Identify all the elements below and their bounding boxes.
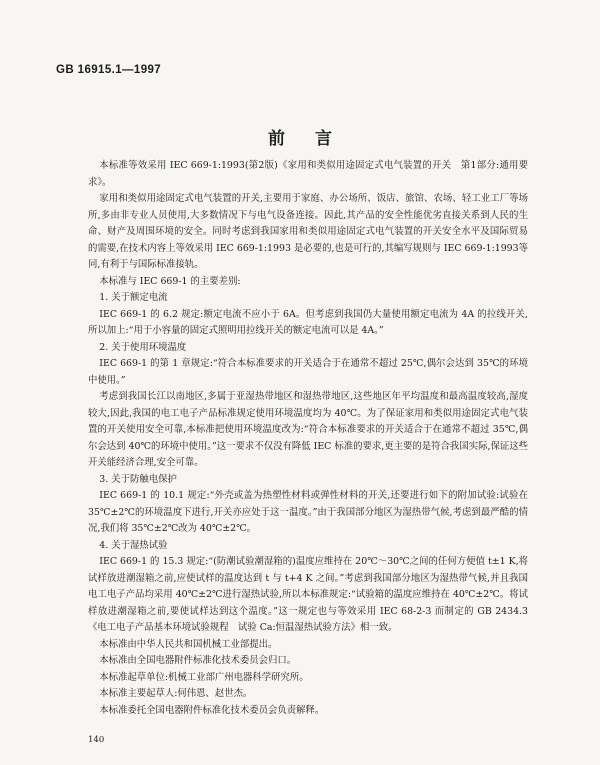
- page-title: 前言: [268, 129, 362, 149]
- paragraph-differences-heading: 本标准与 IEC 669-1 的主要差别:: [99, 275, 241, 287]
- page-number: 140: [88, 735, 105, 745]
- paragraph-humidity-test: IEC 669-1 的 15.3 规定:“(防潮试验潮湿箱的)温度应维持在 20℃～30℃之间的任何方便值 t±1 K,将试样放进潮湿箱之前,应使试样的温度达到 t 与 t+4 K 之间。”考虑到我国部分地区为湿热带气候,并且我国电工电子产品均采用 40℃±2℃进行湿热试验,所以本标准规定:“试验箱的温度应维持在 40℃±2℃。将试样放进潮湿箱之前,要使试样达到这个温度。”这一规定也与等效采用 IEC 68-2-3 而制定的 GB 2434.3《电工电子产品基本环境试验规程 试验 Ca:恒温湿热试验方法》相一致。: [88, 556, 528, 633]
- paragraph-drafters: 本标准主要起草人:何伟恩、赵世杰。: [99, 688, 253, 699]
- paragraph-proposer: 本标准由中华人民共和国机械工业部提出。: [99, 638, 278, 650]
- paragraph-rated-current: IEC 669-1 的 6.2 规定:额定电流不应小于 6A。但考虑到我国仍大量使用额定电流为 4A 的拉线开关,所以加上:“用于小容量的固定式照明用拉线开关的额定电流可以是 4A。”: [88, 308, 528, 336]
- paragraph-drafting-unit: 本标准起草单位:机械工业部广州电器科学研究所。: [99, 671, 309, 683]
- standard-code: GB 16915.1—1997: [56, 64, 162, 76]
- paragraph-intro: 本标准等效采用 IEC 669-1:1993(第2版)《家用和类似用途固定式电气装置的开关 第1部分:通用要求》。: [88, 160, 528, 188]
- section-heading-rated-current: 1. 关于额定电流: [99, 292, 168, 303]
- paragraph-rationale: 家用和类似用途固定式电气装置的开关,主要用于家庭、办公场所、饭店、旅馆、农场、轻工业工厂等场所,多由非专业人员使用,大多数情况下与电气设备连接。因此,其产品的安全性能优劣直接关系到人民的生命、财产及周围环境的安全。同时考虑到我国家用和类似用途固定式电气装置的开关安全水平及国际贸易的需要,在技术内容上等效采用 IEC 669-1:1993 是必要的,也是可行的,其编写规则与 IEC 669-1:1993等同,有利于与国际标准接轨。: [88, 193, 528, 270]
- section-heading-shock-protection: 3. 关于防触电保护: [99, 473, 177, 485]
- paragraph-ambient-temperature-rationale: 考虑到我国长江以南地区,多属于亚湿热带地区和湿热带地区,这些地区年平均温度和最高温度较高,湿度较大,因此,我国的电工电子产品标准规定使用环境温度均为 40℃。为了保证家用和类似用途固定式电气装置的开关使用安全可靠,本标准把使用环境温度改为:“符合本标准要求的开关适合于在通常不超过 35℃,偶尔会达到 40℃的环境中使用。”这一要求不仅没有降低 IEC 标准的要求,更主要的是符合我国实际,保证这些开关能经济合理,安全可靠。: [88, 391, 528, 468]
- paragraph-committee: 本标准由全国电器附件标准化技术委员会归口。: [99, 655, 297, 666]
- paragraph-ambient-temperature: IEC 669-1 的第 1 章规定:“符合本标准要求的开关适合于在通常不超过 25℃,偶尔会达到 35℃的环境中使用。”: [88, 358, 528, 386]
- section-heading-humidity-test: 4. 关于湿热试验: [99, 539, 168, 551]
- foreword-body: [88, 158, 528, 719]
- paragraph-shock-protection: IEC 669-1 的 10.1 规定:“外壳或盖为热塑性材料或弹性材料的开关,还要进行如下的附加试验:试验在 35℃±2℃的环境温度下进行,开关亦应处于这一温度。”由于我国部分地区为湿热带气候,考虑到最严酷的情况,我们将 35℃±2℃改为 40℃±2℃。: [88, 490, 528, 534]
- paragraph-interpretation: 本标准委托全国电器附件标准化技术委员会负责解释。: [99, 704, 325, 716]
- section-heading-ambient-temperature: 2. 关于使用环境温度: [99, 341, 187, 353]
